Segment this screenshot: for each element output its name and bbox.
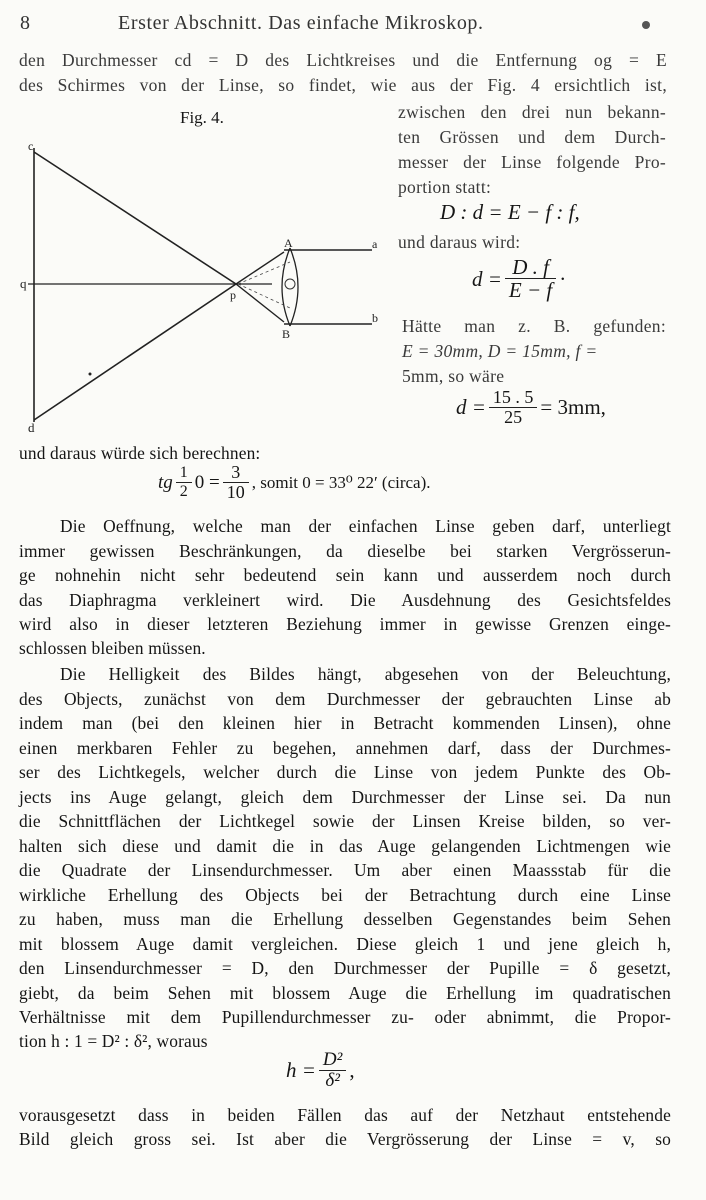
p2-line-1: Die Helligkeit des Bildes hängt, abgesehen von der Beleuchtung, bbox=[60, 664, 671, 684]
lens-center bbox=[285, 279, 295, 289]
running-head: Erster Abschnitt. Das einfache Mikroskop. bbox=[118, 12, 484, 34]
p2-line-3: indem man (bei den kleinen hier in Betracht kommenden Linsen), ohne bbox=[19, 713, 671, 733]
label-c: c bbox=[28, 139, 34, 153]
p1-line-1: Die Oeffnung, welche man der einfachen Linse geben darf, unterliegt bbox=[60, 516, 671, 536]
intro-line-2: des Schirmes von der Linse, so findet, wie aus der Fig. 4 ersichtlich ist, bbox=[19, 75, 667, 95]
closing-line-2: Bild gleich gross sei. Ist aber die Vergrösserung der Linse = v, so bbox=[19, 1129, 671, 1149]
ink-speck bbox=[642, 21, 650, 29]
p2-line-9: die Quadrate der Linsendurchmesser. Um aber einen Maassstab für die bbox=[19, 860, 671, 880]
p2-line-10: wirkliche Erhellung des Objects bei der Betrachtung durch eine Linse bbox=[19, 885, 671, 905]
right-line-4: portion statt: bbox=[398, 177, 492, 197]
p2-line-8: halten sich diese und damit die in das Auge gelangenden Lichtmengen wie bbox=[19, 836, 671, 856]
closing-line-1: vorausgesetzt dass in beiden Fällen das auf der Netzhaut entstehende bbox=[19, 1105, 671, 1125]
ray-p-A bbox=[236, 252, 284, 284]
label-p: p bbox=[230, 288, 236, 302]
p2-line-5: ser des Lichtkegels, welcher durch die Linse von jedem Punkte des Ob- bbox=[19, 762, 671, 782]
eq-h-lhs: h = bbox=[286, 1058, 316, 1083]
label-A: A bbox=[284, 236, 293, 250]
equation-d-calc bbox=[456, 388, 606, 428]
eq-tg-rhs: , somit 0 = 33⁰ 22′ (circa). bbox=[251, 472, 431, 492]
label-B: B bbox=[282, 327, 291, 341]
eq-d-end: · bbox=[559, 266, 567, 291]
p1-line-4: das Diaphragma verkleinert wird. Die Ausdehnung des Gesichtsfeldes bbox=[19, 590, 671, 610]
p2-line-13: den Linsendurchmesser = D, den Durchmesser der Pupille = δ gesetzt, bbox=[19, 958, 671, 978]
p2-line-7: die Schnittflächen der Lichtkegel sowie der Linsen Kreise bilden, so ver- bbox=[19, 811, 671, 831]
fraction-denominator: E − f bbox=[508, 278, 553, 303]
text-berechnen: und daraus würde sich berechnen: bbox=[19, 443, 261, 463]
figure-caption: Fig. 4. bbox=[180, 108, 224, 127]
fraction-numerator: D . f bbox=[512, 255, 549, 279]
fraction-d bbox=[505, 256, 556, 302]
figure-4-diagram bbox=[18, 138, 390, 434]
equation-d-formula bbox=[472, 256, 566, 302]
p1-line-3: ge nohnehin nicht sehr bedeutend sein kann und ausserdem noch durch bbox=[19, 565, 671, 585]
p1-line-6: schlossen bleiben müssen. bbox=[19, 638, 206, 658]
page-header bbox=[0, 8, 706, 38]
p2-line-16: tion h : 1 = D² : δ², woraus bbox=[19, 1031, 208, 1051]
label-b: b bbox=[372, 311, 378, 325]
fraction-numerator: 1 bbox=[179, 464, 188, 482]
fraction-numerator: 3 bbox=[231, 462, 241, 482]
example-line-1: Hätte man z. B. gefunden: bbox=[402, 316, 666, 336]
ray-c-p bbox=[34, 152, 236, 284]
fraction-denominator: 10 bbox=[226, 481, 245, 502]
ray-p-B bbox=[236, 284, 284, 322]
equation-h bbox=[286, 1050, 355, 1092]
p2-line-14: giebt, da beim Sehen mit blossem Auge die Erhellung im quadratischen bbox=[19, 983, 671, 1003]
ray-d-p bbox=[34, 284, 236, 420]
eq-calc-lhs: d = bbox=[456, 395, 486, 420]
fraction-numerator: D² bbox=[322, 1049, 343, 1070]
eq-tg-label: tg bbox=[158, 471, 173, 493]
eq-calc-rhs: = 3mm, bbox=[540, 395, 606, 420]
p2-line-15: Verhältnisse mit dem Pupillendurchmesser zu- oder abnimmt, die Propor- bbox=[19, 1007, 671, 1027]
label-a: a bbox=[372, 237, 378, 251]
p2-line-6: jects ins Auge gelangt, gleich dem Durchmesser der Linse sei. Da nun bbox=[19, 787, 671, 807]
page-number: 8 bbox=[20, 12, 31, 34]
fraction-calc bbox=[489, 388, 538, 428]
example-line-3: 5mm, so wäre bbox=[402, 366, 505, 386]
eq-tg-mid: 0 = bbox=[194, 471, 220, 493]
text-daraus-wird: und daraus wird: bbox=[398, 232, 521, 252]
p2-line-12: mit blossem Auge damit vergleichen. Diese gleich 1 und jene gleich h, bbox=[19, 934, 671, 954]
eq-h-end: , bbox=[349, 1058, 355, 1083]
label-d: d bbox=[28, 420, 35, 434]
fraction-denominator: δ² bbox=[325, 1069, 340, 1091]
example-line-2: E = 30mm, D = 15mm, f = bbox=[402, 341, 598, 361]
fraction-3-10 bbox=[223, 463, 249, 503]
right-line-3: messer der Linse folgende Pro- bbox=[398, 152, 666, 172]
fraction-h bbox=[319, 1050, 346, 1092]
p2-line-2: des Objects, zunächst von dem Durchmesser der gebrauchten Linse ab bbox=[19, 689, 671, 709]
right-line-1: zwischen den drei nun bekann- bbox=[398, 102, 666, 122]
equation-tangent bbox=[158, 463, 431, 503]
p2-line-11: zu haben, muss man die Erhellung desselben Gegenstandes beim Sehen bbox=[19, 909, 671, 929]
p1-line-2: immer gewissen Beschränkungen, da dieselbe bei starken Vergrösserun- bbox=[19, 541, 671, 561]
p1-line-5: wird also in dieser letzteren Beziehung immer in gewisse Grenzen einge- bbox=[19, 614, 671, 634]
fraction-denominator: 25 bbox=[504, 406, 523, 427]
equation-proportion: D : d = E − f : f, bbox=[440, 200, 580, 224]
fraction-denominator: 2 bbox=[179, 482, 188, 500]
label-q: q bbox=[20, 276, 27, 291]
right-line-2: ten Grössen und dem Durch- bbox=[398, 127, 666, 147]
fraction-half bbox=[176, 465, 192, 500]
p2-line-4: einen merkbaren Fehler zu begehen, annehmen darf, dass der Durchmes- bbox=[19, 738, 671, 758]
eq-d-lhs: d = bbox=[472, 266, 502, 291]
fraction-numerator: 15 . 5 bbox=[492, 387, 534, 407]
intro-line-1: den Durchmesser cd = D des Lichtkreises und die Entfernung og = E bbox=[19, 50, 667, 70]
